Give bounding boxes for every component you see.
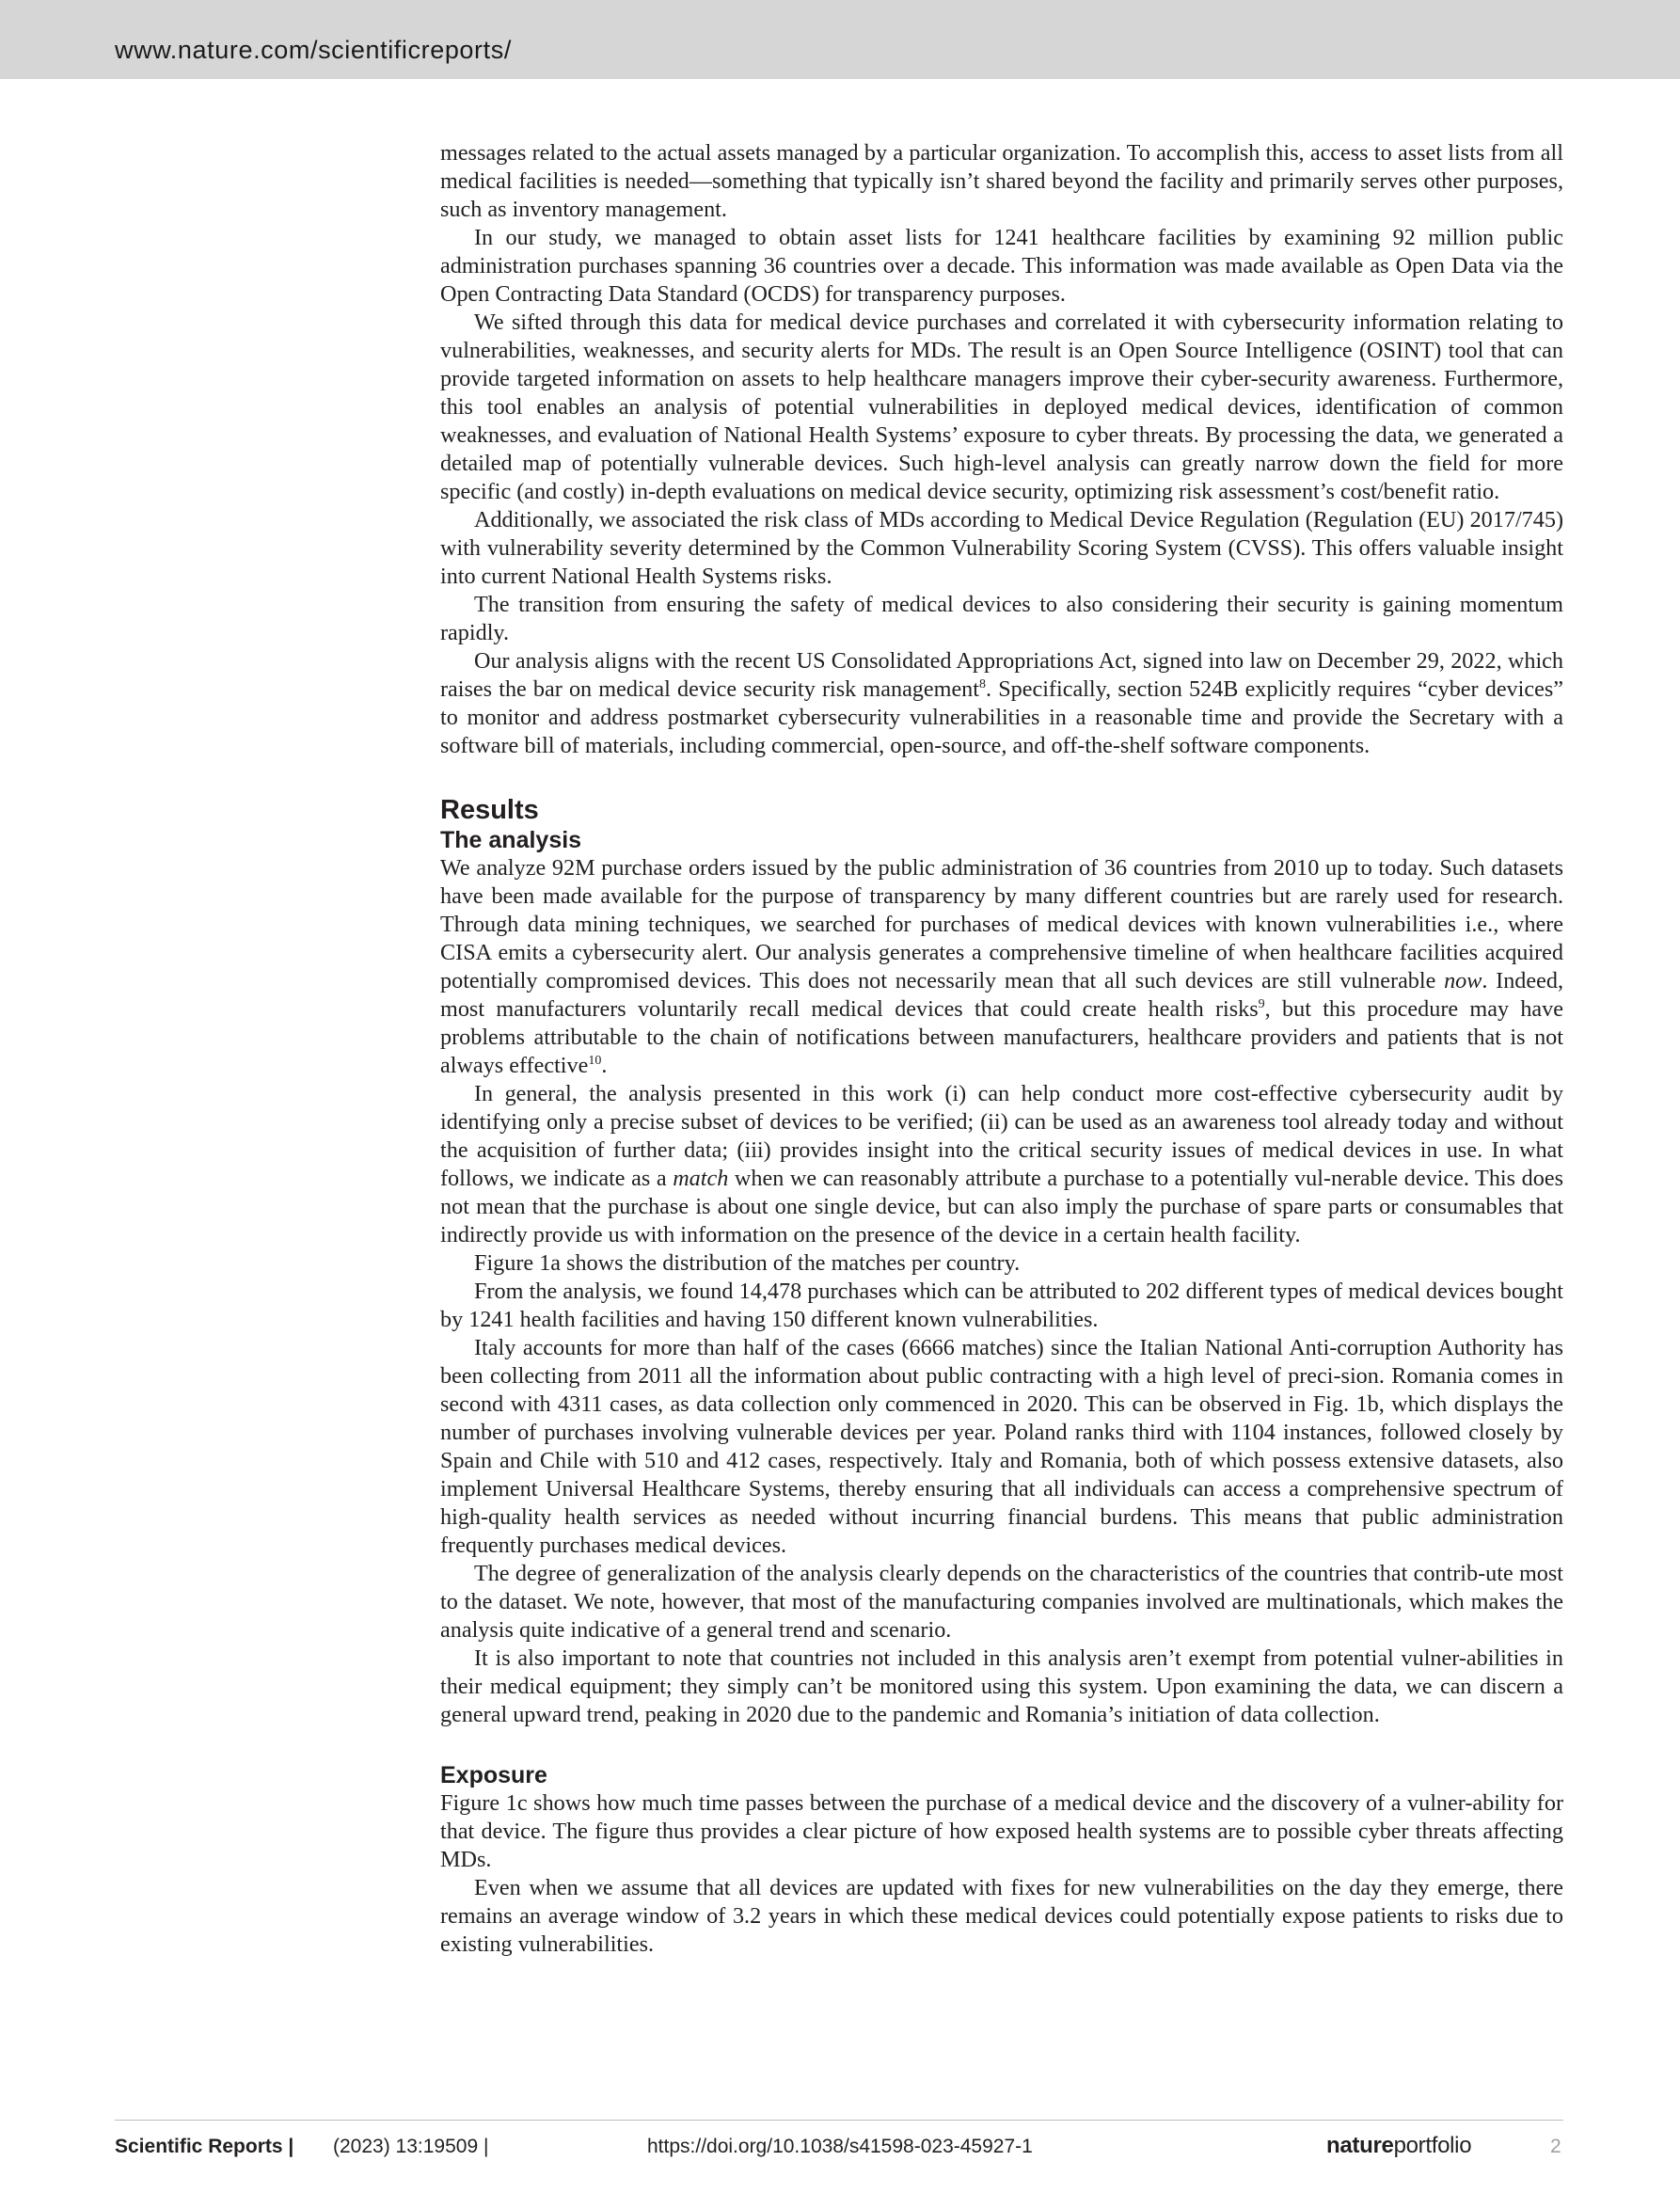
footer-volume: (2023) 13:19509 | bbox=[333, 2136, 489, 2157]
emphasis: now bbox=[1444, 968, 1482, 993]
text-run: We analyze 92M purchase orders issued by the public administration of 36 countries from 2010 up to today. Such datasets have been made available for the purpose of transparency by many different countries but are rarely used for research. Through data mining techniques, we searched for purchases of medical devices with known vulnerabilities i.e., where CISA emits a cybersecurity alert. Our analysis generates a comprehensive timeline of when healthcare facilities acquired potentially compromised devices. This does not necessarily mean that all such devices are still vulnerable bbox=[440, 855, 1563, 993]
footer-journal-name: Scientific Reports | bbox=[115, 2136, 294, 2157]
text-run: , but this procedure may have problems attributable to the chain of notifications between manufacturers, healthcare providers and patients that is not always effective bbox=[440, 996, 1563, 1078]
intro-paragraph-4: Additionally, we associated the risk class of MDs according to Medical Device Regulation (Regulation (EU) 2017/745) with vulnerability severity determined by the Common Vulnerability Scoring System (CVSS). This offers valuable insight into current National Health Systems risks. bbox=[440, 507, 1563, 589]
intro-paragraph-6 bbox=[440, 647, 1563, 760]
citation-ref[interactable]: 8 bbox=[979, 676, 986, 691]
text-run: . bbox=[601, 1053, 608, 1078]
text-run: . Indeed, most manufacturers voluntarily recall medical devices that could create health risks bbox=[440, 968, 1563, 1022]
exposure-paragraph-2: Even when we assume that all devices are updated with fixes for new vulnerabilities on the day they emerge, there remains an average window of 3.2 years in which these medical devices could potentially expose patients to risks due to existing vulnerabilities. bbox=[440, 1875, 1563, 1957]
analysis-paragraph-7: It is also important to note that countries not included in this analysis aren’t exempt from potential vulner-abilities in their medical equipment; they simply can’t be monitored using this system. Upon examining the data, we can discern a general upward trend, peaking in 2020 due to the pandemic and Romania’s initiation of data collection. bbox=[440, 1645, 1563, 1727]
citation-ref[interactable]: 10 bbox=[588, 1053, 602, 1068]
text-run: . Specifically, section 524B explicitly requires “cyber devices” to monitor and address postmarket cybersecurity vulnerabilities in a reasonable time and provide the Secretary with a software bill of materials, including commercial, open-source, and off-the-shelf software components. bbox=[440, 676, 1563, 758]
article-body bbox=[440, 139, 1563, 1959]
intro-paragraph-2: In our study, we managed to obtain asset lists for 1241 healthcare facilities by examining 92 million public administration purchases spanning 36 countries over a decade. This information was made available as Open Data via the Open Contracting Data Standard (OCDS) for transparency purposes. bbox=[440, 225, 1563, 307]
logo-text-light: portfolio bbox=[1393, 2133, 1472, 2158]
citation-ref[interactable]: 9 bbox=[1258, 996, 1265, 1011]
page-number: 2 bbox=[1550, 2136, 1561, 2157]
analysis-paragraph-2 bbox=[440, 1080, 1563, 1249]
subsection-heading-analysis: The analysis bbox=[440, 827, 582, 853]
analysis-paragraph-6: The degree of generalization of the analysis clearly depends on the characteristics of the countries that contrib-ute most to the dataset. We note, however, that most of the manufacturing companies involved are multinationals, which makes the analysis quite indicative of a general trend and scenario. bbox=[440, 1561, 1563, 1643]
footer-divider bbox=[115, 2120, 1563, 2121]
analysis-paragraph-4: From the analysis, we found 14,478 purchases which can be attributed to 202 different types of medical devices bought by 1241 health facilities and having 150 different known vulnerabilities. bbox=[440, 1279, 1563, 1332]
analysis-paragraph-1 bbox=[440, 854, 1563, 1080]
intro-paragraph-5: The transition from ensuring the safety of medical devices to also considering their security is gaining momentum rapidly. bbox=[440, 592, 1563, 645]
emphasis: match bbox=[673, 1166, 729, 1191]
exposure-paragraph-1: Figure 1c shows how much time passes between the purchase of a medical device and the discovery of a vulner-ability for that device. The figure thus provides a clear picture of how exposed health systems are to possible cyber threats affecting MDs. bbox=[440, 1790, 1563, 1872]
section-heading-results: Results bbox=[440, 795, 539, 825]
subsection-heading-exposure: Exposure bbox=[440, 1762, 547, 1788]
text-run: In general, the analysis presented in this work (i) can help conduct more cost-effective cybersecurity audit by identifying only a precise subset of devices to be verified; (ii) can be used as an awareness tool already today and without the acquisition of further data; (iii) provides insight into the critical security issues of medical devices in use. In what follows, we indicate as a bbox=[440, 1081, 1563, 1191]
footer-doi-link[interactable]: https://doi.org/10.1038/s41598-023-45927-1 bbox=[647, 2136, 1033, 2157]
analysis-paragraph-3: Figure 1a shows the distribution of the matches per country. bbox=[474, 1250, 1021, 1276]
logo-text-bold: nature bbox=[1326, 2133, 1394, 2158]
journal-url: www.nature.com/scientificreports/ bbox=[115, 36, 512, 64]
text-run: Our analysis aligns with the recent US Consolidated Appropriations Act, signed into law on December 29, 2022, which raises the bar on medical device security risk management bbox=[440, 648, 1563, 702]
text-run: when we can reasonably attribute a purchase to a potentially vul-nerable device. This does not mean that the purchase is about one single device, but can also imply the purchase of spare parts or consumables that indirectly provide us with information on the presence of the device in a certain health facility. bbox=[440, 1166, 1563, 1248]
analysis-paragraph-5: Italy accounts for more than half of the cases (6666 matches) since the Italian National Anti-corruption Authority has been collecting from 2011 all the information about public contracting with a high level of preci-sion. Romania comes in second with 4311 cases, as data collection only commenced in 2020. This can be observed in Fig. 1b, which displays the number of purchases involving vulnerable devices per year. Poland ranks third with 1104 instances, followed closely by Spain and Chile with 510 and 412 cases, respectively. Italy and Romania, both of which possess extensive datasets, also implement Universal Healthcare Systems, thereby ensuring that all individuals can access a comprehensive spectrum of high-quality health services as needed without incurring financial burdens. This means that public administration frequently purchases medical devices. bbox=[440, 1335, 1563, 1558]
intro-paragraph-1: messages related to the actual assets managed by a particular organization. To accomplish this, access to asset lists from all medical facilities is needed—something that typically isn’t shared beyond the facility and primarily serves other purposes, such as inventory management. bbox=[440, 140, 1563, 222]
nature-portfolio-logo bbox=[1326, 2133, 1471, 2159]
page-footer bbox=[0, 2133, 1680, 2164]
header-bar bbox=[0, 0, 1680, 79]
intro-paragraph-3: We sifted through this data for medical device purchases and correlated it with cybersecurity information relating to vulnerabilities, weaknesses, and security alerts for MDs. The result is an Open Source Intelligence (OSINT) tool that can provide targeted information on assets to help healthcare managers improve their cyber-security awareness. Furthermore, this tool enables an analysis of potential vulnerabilities in deployed medical devices, identification of common weaknesses, and evaluation of National Health Systems’ exposure to cyber threats. By processing the data, we generated a detailed map of potentially vulnerable devices. Such high-level analysis can greatly narrow down the field for more specific (and costly) in-depth evaluations on medical device security, optimizing risk assessment’s cost/benefit ratio. bbox=[440, 310, 1563, 504]
